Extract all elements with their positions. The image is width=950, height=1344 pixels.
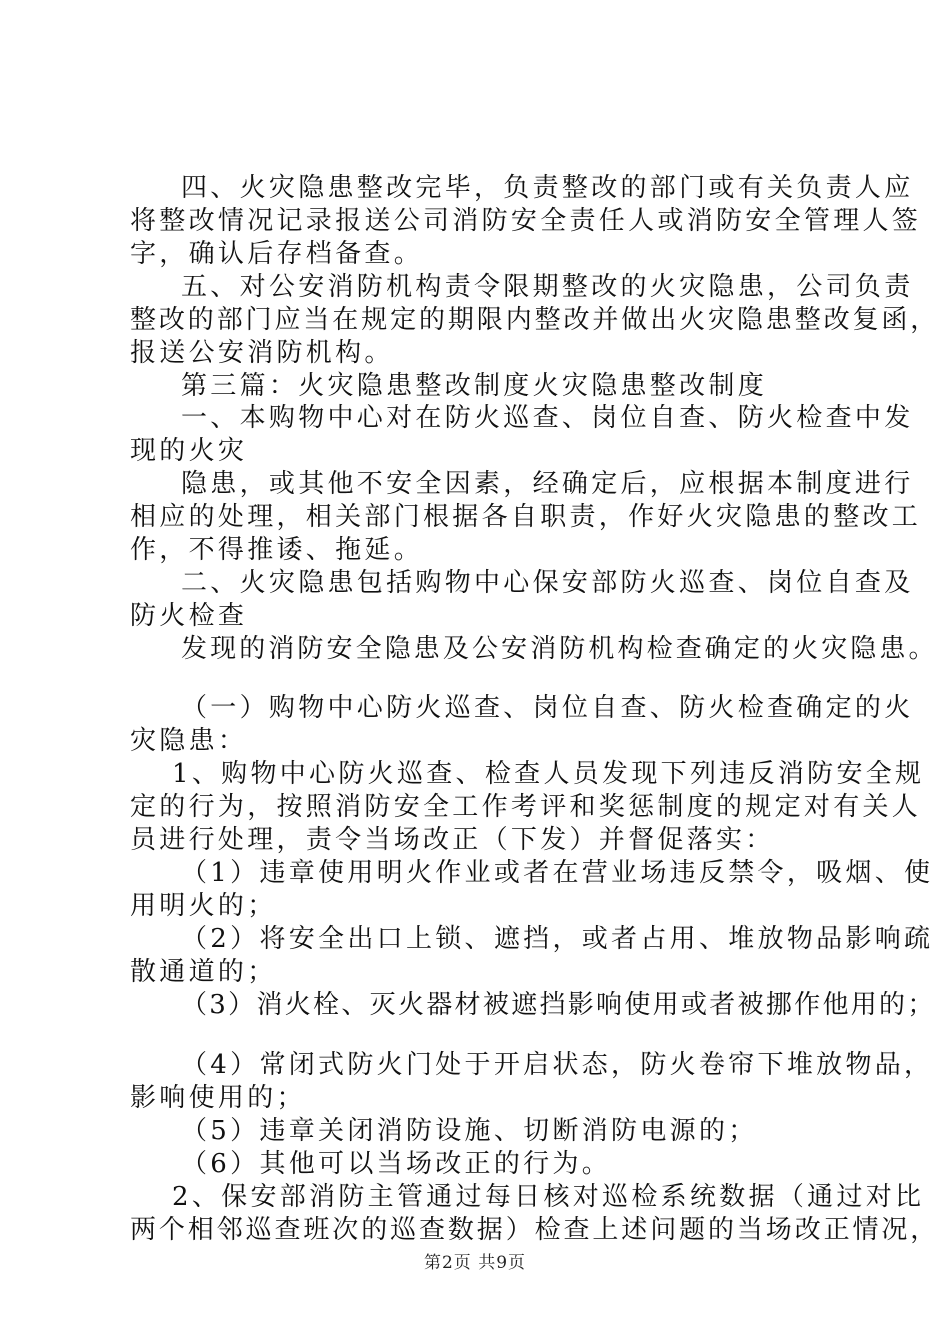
list-item-line: （3）消火栓、灭火器材被遮挡影响使用或者被挪作他用的； [181,990,936,1020]
paragraph-line: 两个相邻巡查班次的巡查数据）检查上述问题的当场改正情况， [130,1215,940,1245]
paragraph-line: 四、火灾隐患整改完毕，负责整改的部门或有关负责人应 [181,173,914,203]
list-item-line: 散通道的； [130,957,277,987]
paragraph-line: 定的行为，按照消防安全工作考评和奖惩制度的规定对有关人 [130,792,922,822]
list-item-line: 用明火的； [130,891,277,921]
paragraph-line: 一、本购物中心对在防火巡查、岗位自查、防火检查中发 [181,403,914,433]
paragraph-line: 现的火灾 [130,436,248,466]
paragraph-line: 整改的部门应当在规定的期限内整改并做出火灾隐患整改复函， [130,305,940,335]
paragraph-line: 报送公安消防机构。 [130,338,394,368]
list-item-line: 影响使用的； [130,1083,306,1113]
paragraph-line: （一）购物中心防火巡查、岗位自查、防火检查确定的火 [181,693,914,723]
list-item-line: （5）违章关闭消防设施、切断消防电源的； [181,1116,758,1146]
paragraph-line: 隐患，或其他不安全因素，经确定后，应根据本制度进行 [181,469,914,499]
list-item-line: （1）违章使用明火作业或者在营业场违反禁令，吸烟、使 [181,858,934,888]
paragraph-line: 员进行处理，责令当场改正（下发）并督促落实： [130,825,775,855]
paragraph-line: 防火检查 [130,601,248,631]
paragraph-line: 1、购物中心防火巡查、检查人员发现下列违反消防安全规 [172,759,925,789]
list-item-line: （4）常闭式防火门处于开启状态，防火卷帘下堆放物品， [181,1050,934,1080]
paragraph-line: 发现的消防安全隐患及公安消防机构检查确定的火灾隐患。 [181,634,938,664]
paragraph-line: 二、火灾隐患包括购物中心保安部防火巡查、岗位自查及 [181,568,914,598]
paragraph-line: 2、保安部消防主管通过每日核对巡检系统数据（通过对比 [172,1182,925,1212]
paragraph-line: 五、对公安消防机构责令限期整改的火灾隐患，公司负责 [181,272,914,302]
paragraph-line: 将整改情况记录报送公司消防安全责任人或消防安全管理人签 [130,206,922,236]
page-number-footer: 第2页 共9页 [423,1253,527,1273]
list-item-line: （2）将安全出口上锁、遮挡，或者占用、堆放物品影响疏 [181,924,934,954]
paragraph-line: 灾隐患： [130,726,248,756]
paragraph-line: 相应的处理，相关部门根据各自职责，作好火灾隐患的整改工 [130,502,922,532]
section-heading: 第三篇：火灾隐患整改制度火灾隐患整改制度 [181,371,768,401]
paragraph-line: 字，确认后存档备查。 [130,239,424,269]
paragraph-line: 作，不得推诿、拖延。 [130,535,424,565]
list-item-line: （6）其他可以当场改正的行为。 [181,1149,612,1179]
